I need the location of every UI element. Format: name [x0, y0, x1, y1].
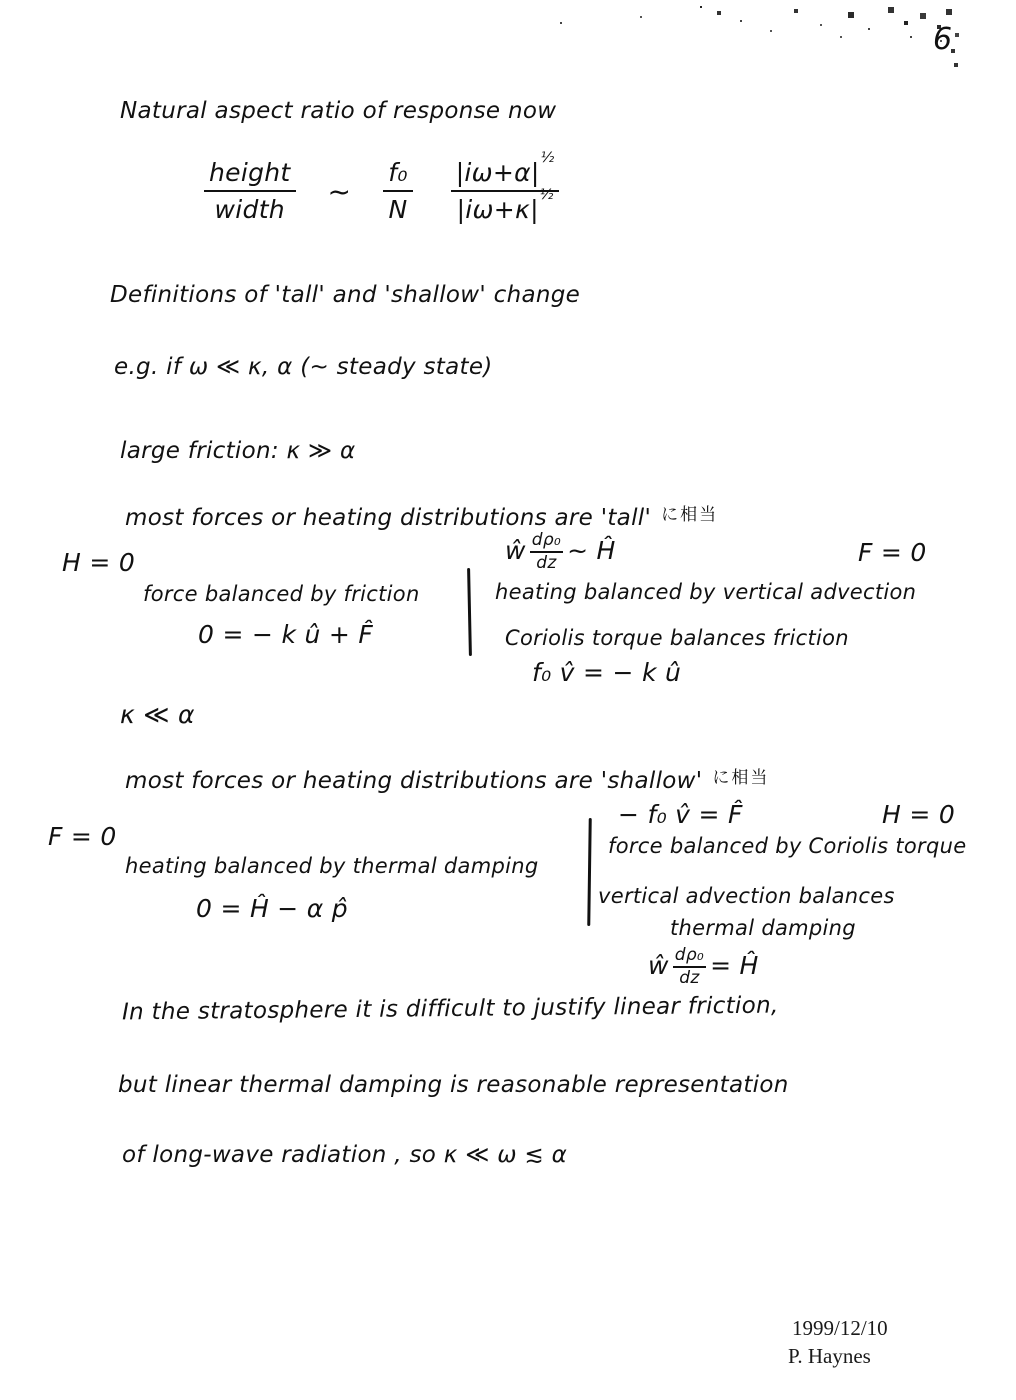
closing-line-2: but linear thermal damping is reasonable representation — [118, 1072, 789, 1098]
w-hat: ŵ — [505, 536, 526, 565]
fraction-denominator: width — [214, 195, 285, 224]
exponent: ½ — [539, 186, 554, 203]
w-hat: ŵ — [648, 951, 669, 980]
divider-line — [587, 818, 592, 926]
fraction-numerator: height — [204, 158, 296, 192]
footer-author: P. Haynes — [788, 1344, 871, 1368]
shallow-right-balance1: force balanced by Coriolis torque — [608, 834, 967, 858]
shallow-statement — [125, 768, 769, 794]
large-friction-heading: large friction: κ ≫ α — [120, 438, 356, 464]
fraction-numerator: f₀ — [383, 158, 412, 192]
exponent: ½ — [540, 149, 555, 166]
tall-left-balance: force balanced by friction — [143, 582, 420, 606]
tall-right-balance1: heating balanced by vertical advection — [495, 580, 917, 604]
shallow-right-advection-eq — [648, 945, 759, 989]
shallow-right-balance2-line1: vertical advection balances — [598, 884, 895, 908]
aspect-ratio-formula — [198, 149, 565, 224]
tall-right-advection-eq — [505, 530, 616, 574]
eq-rhs: ~ Ĥ — [567, 536, 616, 565]
title-line: Natural aspect ratio of response now — [120, 98, 557, 124]
example-line: e.g. if ω ≪ κ, α (~ steady state) — [114, 354, 493, 380]
shallow-left-condition: F = 0 — [48, 822, 117, 851]
footer-date: 1999/12/10 — [792, 1316, 888, 1340]
tall-right-equation2: f₀ v̂ = − k û — [532, 658, 682, 687]
shallow-right-condition: H = 0 — [882, 800, 956, 829]
shallow-left-balance: heating balanced by thermal damping — [125, 854, 539, 878]
eq-rhs: = Ĥ — [710, 951, 759, 980]
shallow-left-equation: 0 = Ĥ − α p̂ — [196, 894, 348, 923]
divider-line — [467, 568, 472, 656]
scan-noise-speckle — [700, 6, 702, 8]
fraction-denominator: N — [388, 195, 408, 224]
similarity-symbol: ~ — [327, 174, 352, 208]
tall-left-condition: H = 0 — [62, 548, 136, 577]
coriolis-buoyancy-fraction — [383, 158, 412, 224]
closing-line-1: In the stratosphere it is difficult to justify linear friction, — [121, 992, 779, 1026]
drho-dz-fraction: $\frac{\text{dρ₀}}{dz}$ — [674, 945, 705, 988]
frequency-ratio-fraction — [451, 149, 559, 224]
closing-line-3: of long-wave radiation , so κ ≪ ω ≲ α — [122, 1142, 568, 1168]
jp-annotation: に相当 — [712, 768, 770, 788]
tall-right-condition: F = 0 — [858, 538, 927, 567]
shallow-right-equation1: − f₀ v̂ = F̂ — [618, 800, 743, 829]
drho-dz-fraction: $\frac{\text{dρ₀}}{dz}$ — [531, 530, 562, 573]
small-friction-heading: κ ≪ α — [120, 700, 195, 729]
height-width-fraction — [204, 158, 296, 224]
definitions-line: Definitions of 'tall' and 'shallow' change — [110, 282, 581, 308]
shallow-right-balance2-line2: thermal damping — [670, 916, 856, 940]
fraction-denominator: $|i\omega+\kappa|^{\frac{1}{2}}$ — [456, 186, 554, 224]
shallow-statement-text: most forces or heating distributions are 'shallow' — [125, 768, 703, 794]
tall-right-balance2: Coriolis torque balances friction — [505, 626, 849, 650]
tall-statement — [125, 505, 718, 531]
tall-statement-text: most forces or heating distributions are 'tall' — [125, 505, 652, 531]
fraction-numerator: $|i\omega+\alpha|^{\frac{1}{2}}$ — [451, 158, 559, 192]
jp-annotation: に相当 — [661, 505, 719, 525]
page-number: 6 — [933, 22, 953, 57]
tall-left-equation: 0 = − k û + F̂ — [198, 620, 374, 649]
